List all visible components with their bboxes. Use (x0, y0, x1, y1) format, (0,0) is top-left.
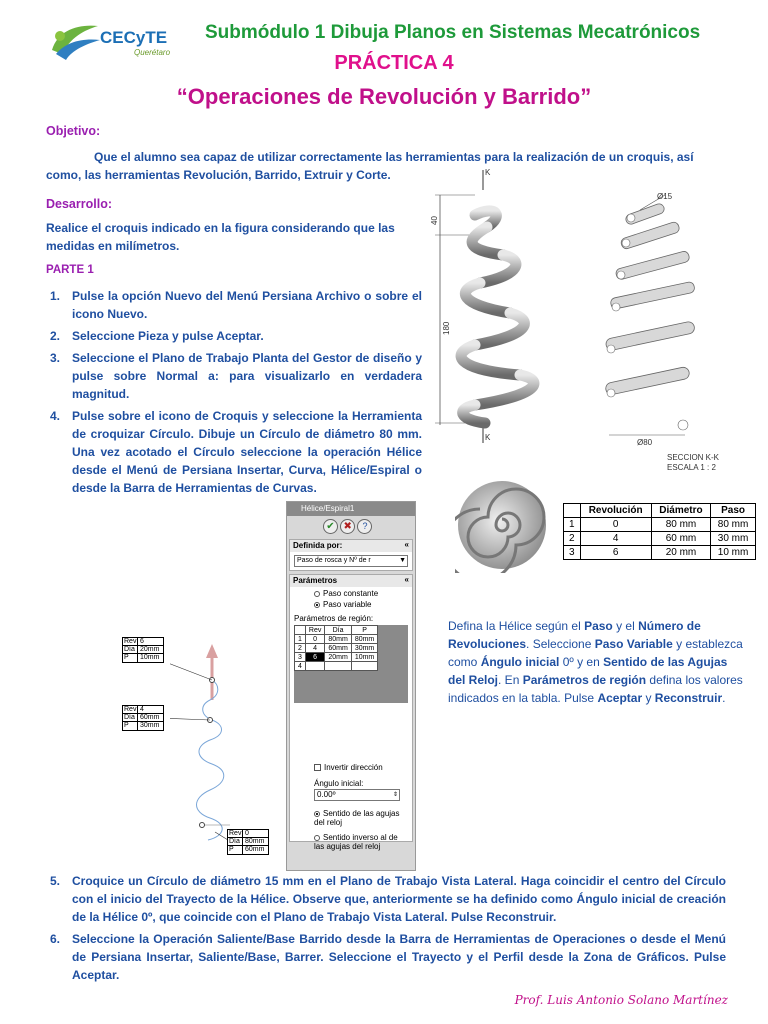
radio-icon (314, 835, 320, 841)
author-footer: Prof. Luis Antonio Solano Martínez (514, 993, 728, 1007)
step-item: 4. Pulse sobre el icono de Croquis y seleccione la Herramienta de croquizar Círculo. Dibuje un Círculo de diámetro 80 mm. Una vez acotado el Círculo seleccione la operación Hélice desde el Menú de Persiana Insertar, Curva, Hélice/Espiral o desde la Barra de Herramientas de Curvas. (50, 409, 422, 495)
section-caption-2: ESCALA 1 : 2 (667, 463, 716, 472)
cancel-icon[interactable]: ✖ (340, 519, 355, 534)
chevron-down-icon: ▼ (399, 557, 406, 564)
dim-wire-label: Ø15 (657, 192, 673, 201)
panel-title: Hélice/Espiral1 (287, 502, 415, 516)
section-caption-1: SECCION K-K (667, 453, 720, 462)
section-drawing (595, 185, 725, 475)
submodule-title: Submódulo 1 Dibuja Planos en Sistemas Mecatrónicos (205, 22, 701, 43)
step-item: 6. Seleccione la Operación Saliente/Base Barrido desde la Barra de Herramientas de Operaciones o desde el Menú de Persiana Insertar, Saliente/Base, Barrer. Seleccione el Trayecto y el Perfil desde la Zona de Gráficos. Pulse Aceptar. (50, 932, 726, 982)
table-row: 2 4 60 mm 30 mm (564, 532, 756, 546)
spring-drawing (425, 165, 555, 445)
start-angle-label: Ángulo inicial: (314, 779, 364, 788)
steps-list-a (46, 287, 422, 501)
spinner-icon[interactable]: ⇕ (392, 792, 398, 798)
desarrollo-heading: Desarrollo: (46, 197, 112, 211)
table-row: 1 0 80mm 80mm (295, 635, 378, 644)
direction-radio-cw[interactable]: Sentido de las agujas del reloj (314, 809, 400, 827)
radio-icon (314, 602, 320, 608)
logo-subtitle: Querétaro (134, 48, 171, 57)
dim-diam-label: Ø80 (637, 438, 653, 447)
table-row: 4 (295, 662, 378, 671)
step-item: 1. Pulse la opción Nuevo del Menú Persiana Archivo o sobre el icono Nuevo. (50, 289, 422, 321)
step-item: 5. Croquice un Círculo de diámetro 15 mm en el Plano de Trabajo Vista Lateral. Haga coincidir el centro del Círculo con el inicio del Trayecto de la Hélice. Observe que, anteriormente se ha definido como Ángulo inicial de creación de la Hélice 0º, que coincide con el Plano de Trabajo Vista Lateral. Pulse Reconstruir. (50, 874, 726, 924)
spiral-top-view (455, 478, 550, 573)
table-row: 3 6 20mm 10mm (295, 653, 378, 662)
table-header: Paso (711, 504, 756, 518)
logo-text: CECyTE (100, 28, 168, 47)
practice-title: PRÁCTICA 4 (334, 52, 454, 74)
panel-actions (287, 516, 415, 536)
section-k-top: K (485, 168, 491, 177)
step-item: 3. Seleccione el Plano de Trabajo Planta del Gestor de diseño y pulse sobre Normal a: para visualizarlo en verdadera magnitud. (50, 351, 422, 401)
parameters-label: Parámetros (293, 576, 338, 585)
step-item: 2. Seleccione Pieza y pulse Aceptar. (50, 329, 264, 343)
parameters-group (289, 574, 413, 851)
parte-heading: PARTE 1 (46, 264, 94, 276)
section-k-bottom: K (485, 433, 491, 442)
defined-by-select[interactable]: Paso de rosca y Nº de r ▼ (294, 555, 408, 567)
table-row: 3 6 20 mm 10 mm (564, 546, 756, 560)
region-table-area (294, 625, 408, 703)
region-params-label: Parámetros de región: (294, 614, 374, 623)
helix-property-panel (286, 501, 416, 871)
radio-icon (314, 591, 320, 597)
objetivo-heading: Objetivo: (46, 124, 101, 138)
checkbox-icon (314, 764, 321, 771)
pitch-radio-variable[interactable]: Paso variable (290, 599, 412, 610)
direction-radio-ccw[interactable]: Sentido inverso al de las agujas del reloj (314, 833, 398, 851)
table-header (564, 504, 581, 518)
callout-rev0: Rev 0 Día 80mm P 60mm (227, 829, 269, 855)
collapse-icon[interactable]: « (404, 575, 409, 584)
pitch-radio-constant[interactable]: Paso constante (290, 587, 412, 599)
practice-name: “Operaciones de Revolución y Barrido” (176, 84, 592, 109)
table-row: 2 4 60mm 30mm (295, 644, 378, 653)
callout-rev6: Rev 6 Día 20mm P 10mm (122, 637, 164, 663)
help-icon[interactable]: ? (357, 519, 372, 534)
table-header: Diámetro (651, 504, 710, 518)
table-header: Revolución (580, 504, 651, 518)
table-row: 1 0 80 mm 80 mm (564, 518, 756, 532)
radio-icon (314, 811, 320, 817)
invert-direction-checkbox[interactable]: Invertir dirección (290, 705, 412, 773)
steps-list-b (46, 872, 726, 988)
revolution-table (563, 503, 756, 560)
desarrollo-text: Realice el croquis indicado en la figura considerando que las medidas en milímetros. (46, 221, 395, 253)
defined-by-group (289, 539, 413, 571)
collapse-icon[interactable]: « (404, 540, 409, 549)
region-params-table[interactable]: Rev Día P 1 0 80mm 80mm 2 4 60mm 30mm 3 6 20mm 10mm 4 (294, 625, 378, 671)
helix-instructions: Defina la Hélice según el Paso y el Número de Revoluciones. Seleccione Paso Variable y establezca como Ángulo inicial 0º y en Sentido de las Agujas del Reloj. En Parámetros de región defina los valores indicados en la tabla. Pulse Aceptar y Reconstruir. (448, 619, 743, 705)
dim-top-label: 40 (430, 216, 439, 225)
start-angle-input[interactable]: 0.00º ⇕ (314, 789, 400, 801)
dim-height-label: 180 (442, 321, 451, 335)
ok-icon[interactable]: ✔ (323, 519, 338, 534)
objetivo-text: Que el alumno sea capaz de utilizar correctamente las herramientas para la realización de un croquis, así como, las herramientas Revolución, Barrido, Extruir y Corte. (46, 150, 694, 182)
callout-rev4: Rev 4 Día 60mm P 30mm (122, 705, 164, 731)
defined-by-label: Definida por: (293, 541, 343, 550)
